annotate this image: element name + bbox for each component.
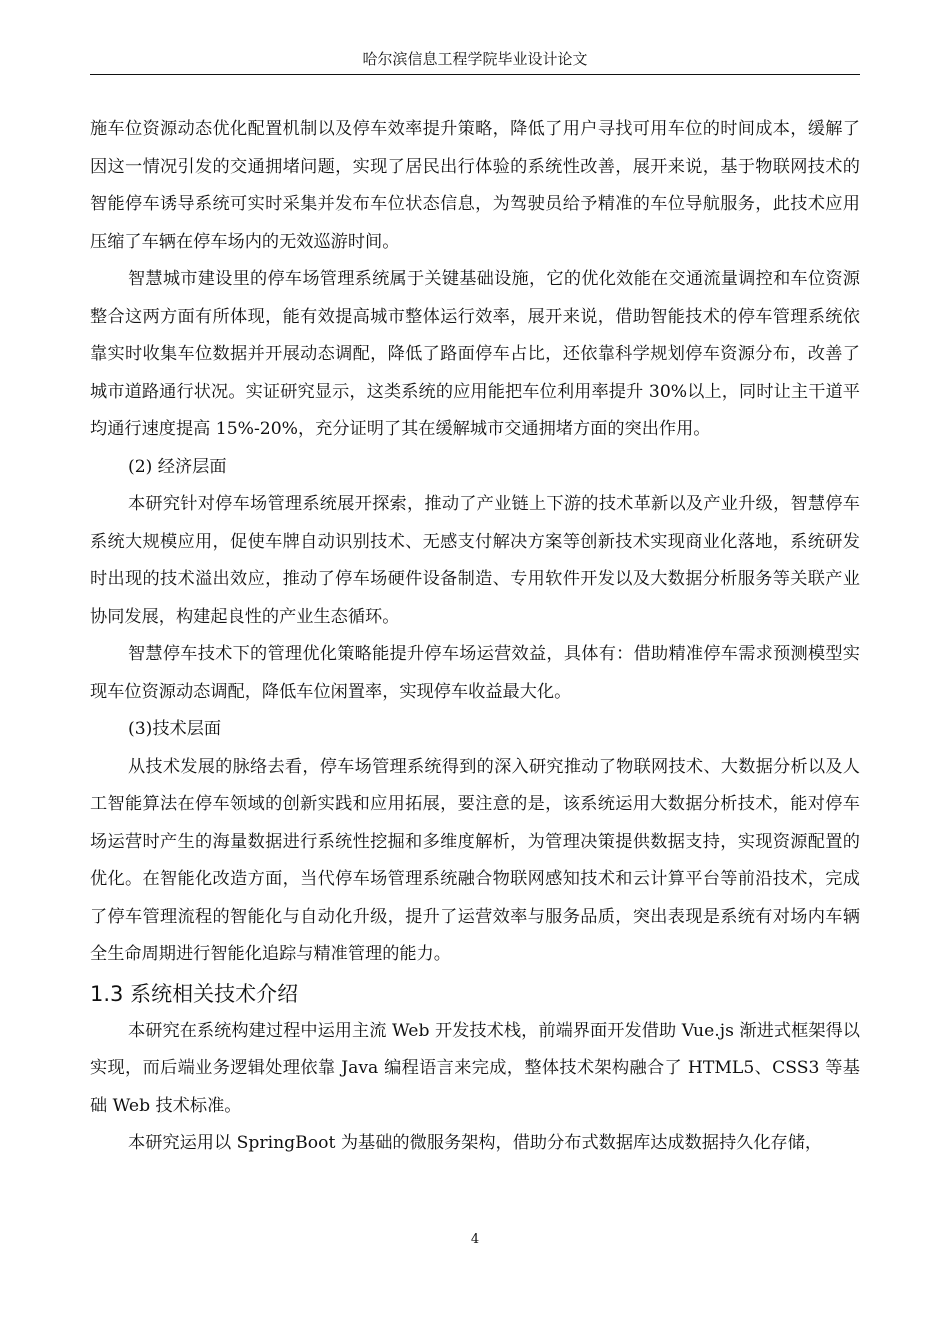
paragraph: 施车位资源动态优化配置机制以及停车效率提升策略，降低了用户寻找可用车位的时间成本，缓解了因这一情况引发的交通拥堵问题，实现了居民出行体验的系统性改善，展开来说，基于物联网技术的智能停车诱导系统可实时采集并发布车位状态信息，为驾驶员给予精准的车位导航服务，此技术应用压缩了车辆在停车场内的无效巡游时间。 [90,119,860,252]
section-heading: 1.3 系统相关技术介绍 [90,981,299,1006]
page-number: 4 [470,1232,480,1247]
paragraph: 本研究运用以 SpringBoot 为基础的微服务架构，借助分布式数据库达成数据持久化存储， [128,1133,823,1153]
header-divider [90,74,860,75]
paragraph: 智慧城市建设里的停车场管理系统属于关键基础设施，它的优化效能在交通流量调控和车位资源整合这两方面有所体现，能有效提高城市整体运行效率，展开来说，借助智能技术的停车管理系统依靠实时收集车位数据并开展动态调配，降低了路面停车占比，还依靠科学规划停车资源分布，改善了城市道路通行状况。实证研究显示，这类系统的应用能把车位利用率提升 30%以上，同时让主干道平均通行速度提高 15%-20%，充分证明了其在缓解城市交通拥堵方面的突出作用。 [90,269,860,439]
running-header: 哈尔滨信息工程学院毕业设计论文 [362,50,588,68]
subheading-technical: (3)技术层面 [128,719,222,739]
paragraph: 智慧停车技术下的管理优化策略能提升停车场运营效益，具体有：借助精准停车需求预测模型实现车位资源动态调配，降低车位闲置率，实现停车收益最大化。 [90,644,860,702]
paragraph: 从技术发展的脉络去看，停车场管理系统得到的深入研究推动了物联网技术、大数据分析以及人工智能算法在停车领域的创新实践和应用拓展，要注意的是，该系统运用大数据分析技术，能对停车场运营时产生的海量数据进行系统性挖掘和多维度解析，为管理决策提供数据支持，实现资源配置的优化。在智能化改造方面，当代停车场管理系统融合物联网感知技术和云计算平台等前沿技术，完成了停车管理流程的智能化与自动化升级，提升了运营效率与服务品质，突出表现是系统有对场内车辆全生命周期进行智能化追踪与精准管理的能力。 [90,756,860,964]
paragraph: 本研究针对停车场管理系统展开探索，推动了产业链上下游的技术革新以及产业升级，智慧停车系统大规模应用，促使车牌自动识别技术、无感支付解决方案等创新技术实现商业化落地，系统研发时出现的技术溢出效应，推动了停车场硬件设备制造、专用软件开发以及大数据分析服务等关联产业协同发展，构建起良性的产业生态循环。 [90,494,860,627]
subheading-economic: (2) 经济层面 [128,456,227,477]
page-body [90,111,860,1163]
paragraph: 本研究在系统构建过程中运用主流 Web 开发技术栈，前端界面开发借助 Vue.js 渐进式框架得以实现，而后端业务逻辑处理依靠 Java 编程语言来完成，整体技术架构融合了 HTML5、CSS3 等基础 Web 技术标准。 [90,1020,860,1116]
